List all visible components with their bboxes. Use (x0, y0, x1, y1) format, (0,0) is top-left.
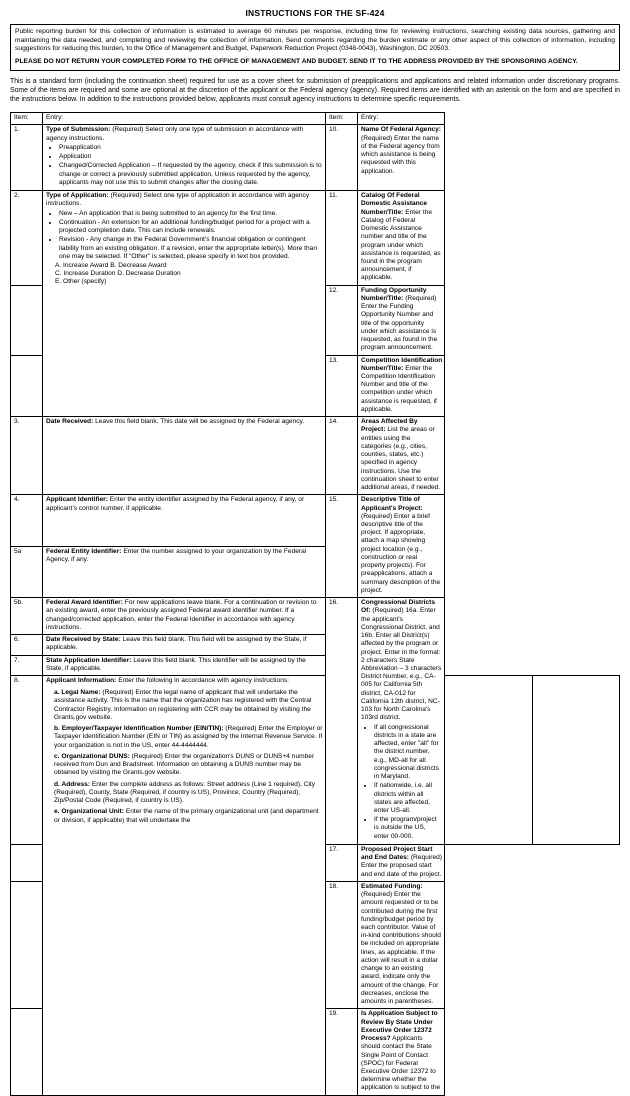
item-lead: (Required) Enter a brief descriptive title of the project. If appropriate, attach a map showing project location (e.g., construction or real property projects). For preapplications, attach a summary description of the project. (361, 512, 441, 594)
sub-item-text: Enter the complete address as follows: Street address (Line 1 required), City (Required), County, State (Required, if country is US), Province, Country (Required), Zip/Postal Code (Required, if country is US). (54, 780, 316, 805)
item-lead: (Required) Enter the proposed start and end date of the project. (361, 854, 442, 878)
item-entry (43, 598, 326, 635)
item-lead: Enter the Catalog of Federal Domestic Assistance number and title of the program under which assistance is requested, as found in the program announcement, if applicable. (361, 208, 441, 282)
item-title: Date Received: (46, 418, 94, 426)
instructions-table (10, 112, 620, 1095)
item-title: Type of Submission: (46, 126, 111, 134)
sub-item-text: Enter the name of the primary organizational unit (and department or division, if applicable) that will undertake the (54, 808, 319, 824)
table-row (11, 635, 620, 655)
column-header-item-right: Item: (326, 113, 358, 125)
item-number: 15. (326, 495, 358, 598)
table-row (11, 546, 620, 597)
table-row (11, 655, 620, 675)
sub-item-duns (54, 753, 323, 778)
item-number-spacer (445, 675, 532, 844)
sub-item-organizational-unit (54, 808, 323, 824)
item-entry (358, 881, 445, 1009)
burden-paragraph-1: Public reporting burden for this collection of information is estimated to average 60 minutes per response, including time for reviewing instructions, searching existing data sources, gathering and maintaining the data needed, and completing and reviewing the collection of information. Send comments regarding the burden estimate or any other aspect of this collection of information, including suggestions for reducing this burden, to the Office of Management and Budget, Paperwork Reduction Project (0348-0043), Washington, DC 20503. (15, 28, 615, 53)
item-bullet-list (46, 144, 323, 187)
item-number-spacer (11, 355, 43, 417)
item-lead: Enter the number assigned to your organization by the Federal Agency, if any. (46, 547, 307, 563)
item-lead: (Required) Enter the amount requested or to be contributed during the first funding/budget period by each contributor. Value of in-kind contributions should be included on appropriate lines, as applicable. If the action will result in a dollar change to an existing award, indicate only the amount of the change. For decreases, enclose the amounts in parentheses. (361, 891, 441, 1006)
item-title: Is Application Subject to Review By State Under Executive Order 12372 Process? (361, 1010, 438, 1043)
item-number: 8. (11, 675, 43, 844)
sub-item-text: (Required) Enter the organization's DUNS or DUNS+4 number received from Dun and Bradstreet. Information on obtaining a DUNS number may be obtained by visiting the Grants.gov website. (54, 752, 315, 777)
item-number-spacer (11, 1009, 43, 1095)
item-lead: (Required) Select one type of application in accordance with agency instructions. (46, 192, 310, 208)
list-item: • Application (59, 153, 323, 161)
table-header-row (11, 113, 620, 125)
item-number: 18. (326, 881, 358, 1009)
item-number: 5a (11, 546, 43, 597)
item-title: Competition Identification Number/Title: (361, 356, 443, 372)
item-number: 14. (326, 417, 358, 495)
item-bullet-list (46, 210, 323, 261)
table-row (11, 417, 620, 495)
sub-item-label: b. Employer/Taxpayer Identification Number (EIN/TIN): (54, 725, 224, 733)
list-item: • Revision - Any change in the Federal Government’s financial obligation or contingent liability from an existing obligation. If a revision, enter the appropriate letter(s). More than one may be selected. If "Other" is selected, please specify in text box provided. (59, 236, 323, 261)
table-row (11, 598, 620, 635)
item-entry (43, 546, 326, 597)
item-title: Federal Entity Identifier: (46, 547, 122, 555)
item-number-spacer (11, 285, 43, 355)
intro-paragraph: This is a standard form (including the continuation sheet) required for use as a cover sheet for submission of preapplications and applications and related information under discretionary programs. Some of the items are required and some are optional at the discretion of the applicant or the Federal agency (agency). Required items are identified with an asterisk on the form and are specified in the instructions below. In addition to the instructions provided below, applicants must consult agency instructions to determine specific requirements. (10, 78, 620, 104)
sub-item-address (54, 781, 323, 806)
item-title: Proposed Project Start and End Dates: (361, 845, 433, 862)
item-entry (358, 285, 445, 355)
item-entry (358, 125, 445, 191)
sub-item-text: (Required) Enter the legal name of applicant that will undertake the assistance activity. This is the name that the organization has registered with the Central Contractor Registry. Information on registering with CCR may be obtained by visiting the Grants.gov website. (54, 689, 312, 721)
item-title: Federal Award Identifier: (46, 599, 123, 607)
item-lead: (Required) Enter the name of the Federal agency from which assistance is being requested with this application. (361, 134, 440, 175)
item-entry (358, 598, 445, 845)
item-number: 13. (326, 355, 358, 417)
page-title: INSTRUCTIONS FOR THE SF-424 (245, 8, 385, 18)
sub-item-label: d. Address: (54, 780, 91, 788)
sub-item-label: e. Organizational Unit: (54, 808, 124, 816)
item-entry (43, 635, 326, 655)
table-row (11, 125, 620, 191)
item-lead: List the areas or entities using the categories (e.g., cities, counties, states, etc.) specified in agency instructions. Use the continuation sheet to enter additional areas, if needed. (361, 426, 441, 492)
item-entry (358, 495, 445, 598)
item-number: 5b. (11, 598, 43, 635)
burden-statement-box (10, 24, 620, 71)
item-number: 10. (326, 125, 358, 191)
item-title: Name Of Federal Agency: (361, 126, 442, 134)
item-title: Applicant Identifier: (46, 496, 108, 504)
item-number: 12. (326, 285, 358, 355)
list-item: • Preapplication (59, 144, 323, 152)
column-header-entry-right: Entry: (358, 113, 445, 125)
item-number: 16. (326, 598, 358, 845)
applicant-sub-items (46, 689, 323, 825)
revision-code-list (46, 262, 323, 287)
sub-item-ein-tin (54, 725, 323, 750)
list-item: C. Increase Duration D. Decrease Duration (55, 270, 181, 278)
item-title: Catalog Of Federal Domestic Assistance Number/Title: (361, 192, 428, 216)
item-title: Funding Opportunity Number/Title: (361, 286, 427, 302)
item-entry-spacer (532, 675, 619, 844)
list-item: • Continuation - An extension for an additional funding/budget period for a project with a projected completion date. This can include renewals. (59, 219, 323, 235)
column-header-item-left: Item: (11, 113, 43, 125)
sub-item-text: (Required) Enter the Employer or Taxpayer Identification Number (EIN or TIN) as assigned by the Internal Revenue Service. If your organization is not in the US, enter 44-4444444. (54, 725, 323, 749)
item-number-spacer (11, 844, 43, 881)
sub-item-legal-name (54, 689, 323, 722)
item-number: 11. (326, 191, 358, 286)
sub-item-label: c. Organizational DUNS: (54, 752, 130, 760)
item-number: 19. (326, 1009, 358, 1095)
list-item: • If all congressional districts in a state are affected, enter "all" for the district number, e.g., MD-all for all congressional districts in Maryland. (374, 724, 442, 782)
sub-item-label: a. Legal Name: (54, 689, 101, 697)
item-entry (358, 1009, 445, 1095)
item-entry (43, 495, 326, 546)
item-lead: Applicants should contact the State Single Point of Contact (SPOC) for Federal Executive Order 12372 to determine whether the application is subject to the (361, 1035, 441, 1092)
column-header-entry-left: Entry: (43, 113, 326, 125)
list-item: • If the program/project is outside the US, enter 00-000. (374, 816, 442, 841)
item-entry (358, 355, 445, 417)
item-lead: Leave this field blank. This date will be assigned by the Federal agency. (95, 418, 305, 426)
item-title: Date Received by State: (46, 636, 121, 644)
item-number-spacer (11, 881, 43, 1009)
list-item: • If nationwide, i.e. all districts within all states are affected, enter US-all. (374, 782, 442, 815)
item-entry (43, 655, 326, 675)
item-entry (43, 417, 326, 495)
item-entry (358, 417, 445, 495)
item-title: Applicant Information: (46, 676, 117, 684)
item-lead: (Required) 16a. Enter the applicant's Congressional District, and 16b. Enter all District(s) affected by the program or project. Enter in the format: 2 characters State Abbreviation – 3 characters District Number, e.g., CA-005 for California 5th district, CA-012 for California 12th district, NC-103 for North Carolina's 103rd district. (361, 607, 442, 722)
item-entry (43, 191, 326, 417)
item-lead: Leave this field blank. This field will be assigned by the State, if applicable. (46, 636, 307, 652)
item-lead: (Required) Select only one type of submission in accordance with agency instructions. (46, 126, 304, 142)
burden-paragraph-2: PLEASE DO NOT RETURN YOUR COMPLETED FORM TO THE OFFICE OF MANAGEMENT AND BUDGET. SEND IT TO THE ADDRESS PROVIDED BY THE SPONSORING AGENCY. (15, 57, 578, 65)
item-number: 3. (11, 417, 43, 495)
item-number: 17. (326, 844, 358, 881)
item-number: 4. (11, 495, 43, 546)
item-number: 2. (11, 191, 43, 286)
item-entry (43, 125, 326, 191)
item-number: 1. (11, 125, 43, 191)
item-entry (358, 191, 445, 286)
item-lead: (Required) Enter the Funding Opportunity Number and title of the opportunity under which assistance is requested, as found in the program announcement. (361, 294, 438, 352)
item-number: 6. (11, 635, 43, 655)
item-title: Type of Application: (46, 192, 109, 200)
list-item: • Changed/Corrected Application – If requested by the agency, check if this submission is to change or correct a previously submitted application. Unless requested by the agency, applicants may not use this to submit changes after the closing date. (59, 162, 323, 187)
item-entry (358, 844, 445, 881)
item-lead: Enter the Competition Identification Number and title of the competition under which assistance is requested, if applicable. (361, 364, 437, 413)
table-row (11, 675, 620, 844)
list-item: A. Increase Award B. Decrease Award (55, 261, 167, 269)
item-lead: For new applications leave blank. For a continuation or revision to an existing award, enter the previously assigned Federal award identifier number. If a changed/corrected application, enter the Federal Identifier in accordance with agency instructions. (46, 599, 317, 631)
item-title: Congressional Districts Of: (361, 599, 436, 615)
item-number: 7. (11, 655, 43, 675)
item-lead: Enter the following in accordance with agency instructions: (118, 676, 289, 684)
list-item: • New – An application that is being submitted to an agency for the first time. (59, 210, 323, 218)
item-title: Areas Affected By Project: (361, 418, 418, 434)
item-title: State Application Identifier: (46, 656, 132, 664)
table-row (11, 191, 620, 286)
item-lead: Leave this field blank. This identifier will be assigned by the State, if applicable. (46, 656, 306, 672)
item-title: Estimated Funding: (361, 882, 423, 890)
list-item: E. Other (specify) (55, 278, 107, 286)
item-entry (43, 675, 326, 1095)
item-lead: Enter the entity identifier assigned by the Federal agency, if any, or applicant’s control number, if applicable. (46, 496, 305, 512)
item-title: Descriptive Title of Applicant's Project: (361, 496, 423, 512)
item-bullet-list (361, 724, 442, 841)
table-row (11, 495, 620, 546)
